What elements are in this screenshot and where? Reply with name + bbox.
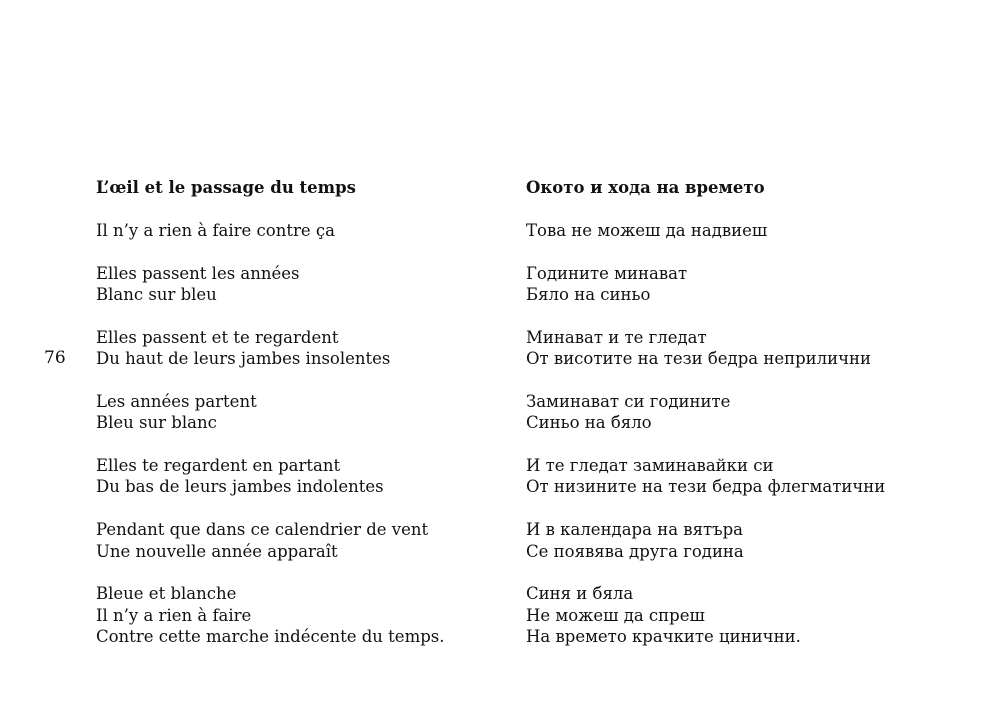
french-poem	[96, 177, 496, 669]
poem-line: Il n’y a rien à faire contre ça	[96, 220, 335, 240]
bulgarian-stanza	[526, 220, 966, 241]
poem-line: Une nouvelle année apparaît	[96, 541, 338, 561]
bulgarian-poem	[526, 177, 966, 669]
poem-line: Не можеш да спреш	[526, 605, 705, 625]
poem-line: Les années partent	[96, 391, 257, 411]
poem-line: На времето крачките цинични.	[526, 627, 801, 647]
poem-line: Contre cette marche indécente du temps.	[96, 627, 445, 647]
poem-line: Elles passent et te regardent	[96, 327, 339, 347]
bulgarian-stanza	[526, 263, 966, 306]
poem-line: Бяло на синьо	[526, 284, 651, 304]
poem-line: Du bas de leurs jambes indolentes	[96, 477, 384, 497]
french-stanza	[96, 327, 496, 370]
bulgarian-poem-title: Окото и хода на времето	[526, 178, 765, 197]
poem-line: От низините на тези бедра флегматични	[526, 477, 886, 497]
poem-line: Du haut de leurs jambes insolentes	[96, 349, 391, 369]
poem-line: Това не можеш да надвиеш	[526, 220, 768, 240]
poem-line: Синьо на бяло	[526, 413, 652, 433]
french-stanza	[96, 263, 496, 306]
poem-line: Il n’y a rien à faire	[96, 605, 252, 625]
poem-line: Elles te regardent en partant	[96, 456, 341, 476]
french-stanza	[96, 519, 496, 562]
poem-line: Минават и те гледат	[526, 327, 707, 347]
poem-line: Elles passent les années	[96, 263, 300, 283]
french-stanza	[96, 391, 496, 434]
poem-line: Blanc sur bleu	[96, 284, 217, 304]
poem-line: Се появява друга година	[526, 541, 744, 561]
bulgarian-stanza	[526, 391, 966, 434]
bulgarian-stanza	[526, 455, 966, 498]
bulgarian-stanza	[526, 327, 966, 370]
poem-line: Pendant que dans ce calendrier de vent	[96, 520, 429, 540]
bulgarian-stanza	[526, 583, 966, 647]
bulgarian-stanza	[526, 519, 966, 562]
french-poem-title: L’œil et le passage du temps	[96, 178, 356, 197]
page-number: 76	[44, 348, 66, 368]
poem-line: Заминават си годините	[526, 391, 731, 411]
french-stanza	[96, 455, 496, 498]
poem-line: Годините минават	[526, 263, 688, 283]
poem-line: И в календара на вятъра	[526, 520, 744, 540]
poem-line: От висотите на тези бедра неприлични	[526, 349, 872, 369]
french-stanza	[96, 220, 496, 241]
poem-line: Bleue et blanche	[96, 584, 237, 604]
french-stanza	[96, 583, 496, 647]
poem-line: Синя и бяла	[526, 584, 634, 604]
poem-line: И те гледат заминавайки си	[526, 456, 774, 476]
poem-line: Bleu sur blanc	[96, 413, 217, 433]
